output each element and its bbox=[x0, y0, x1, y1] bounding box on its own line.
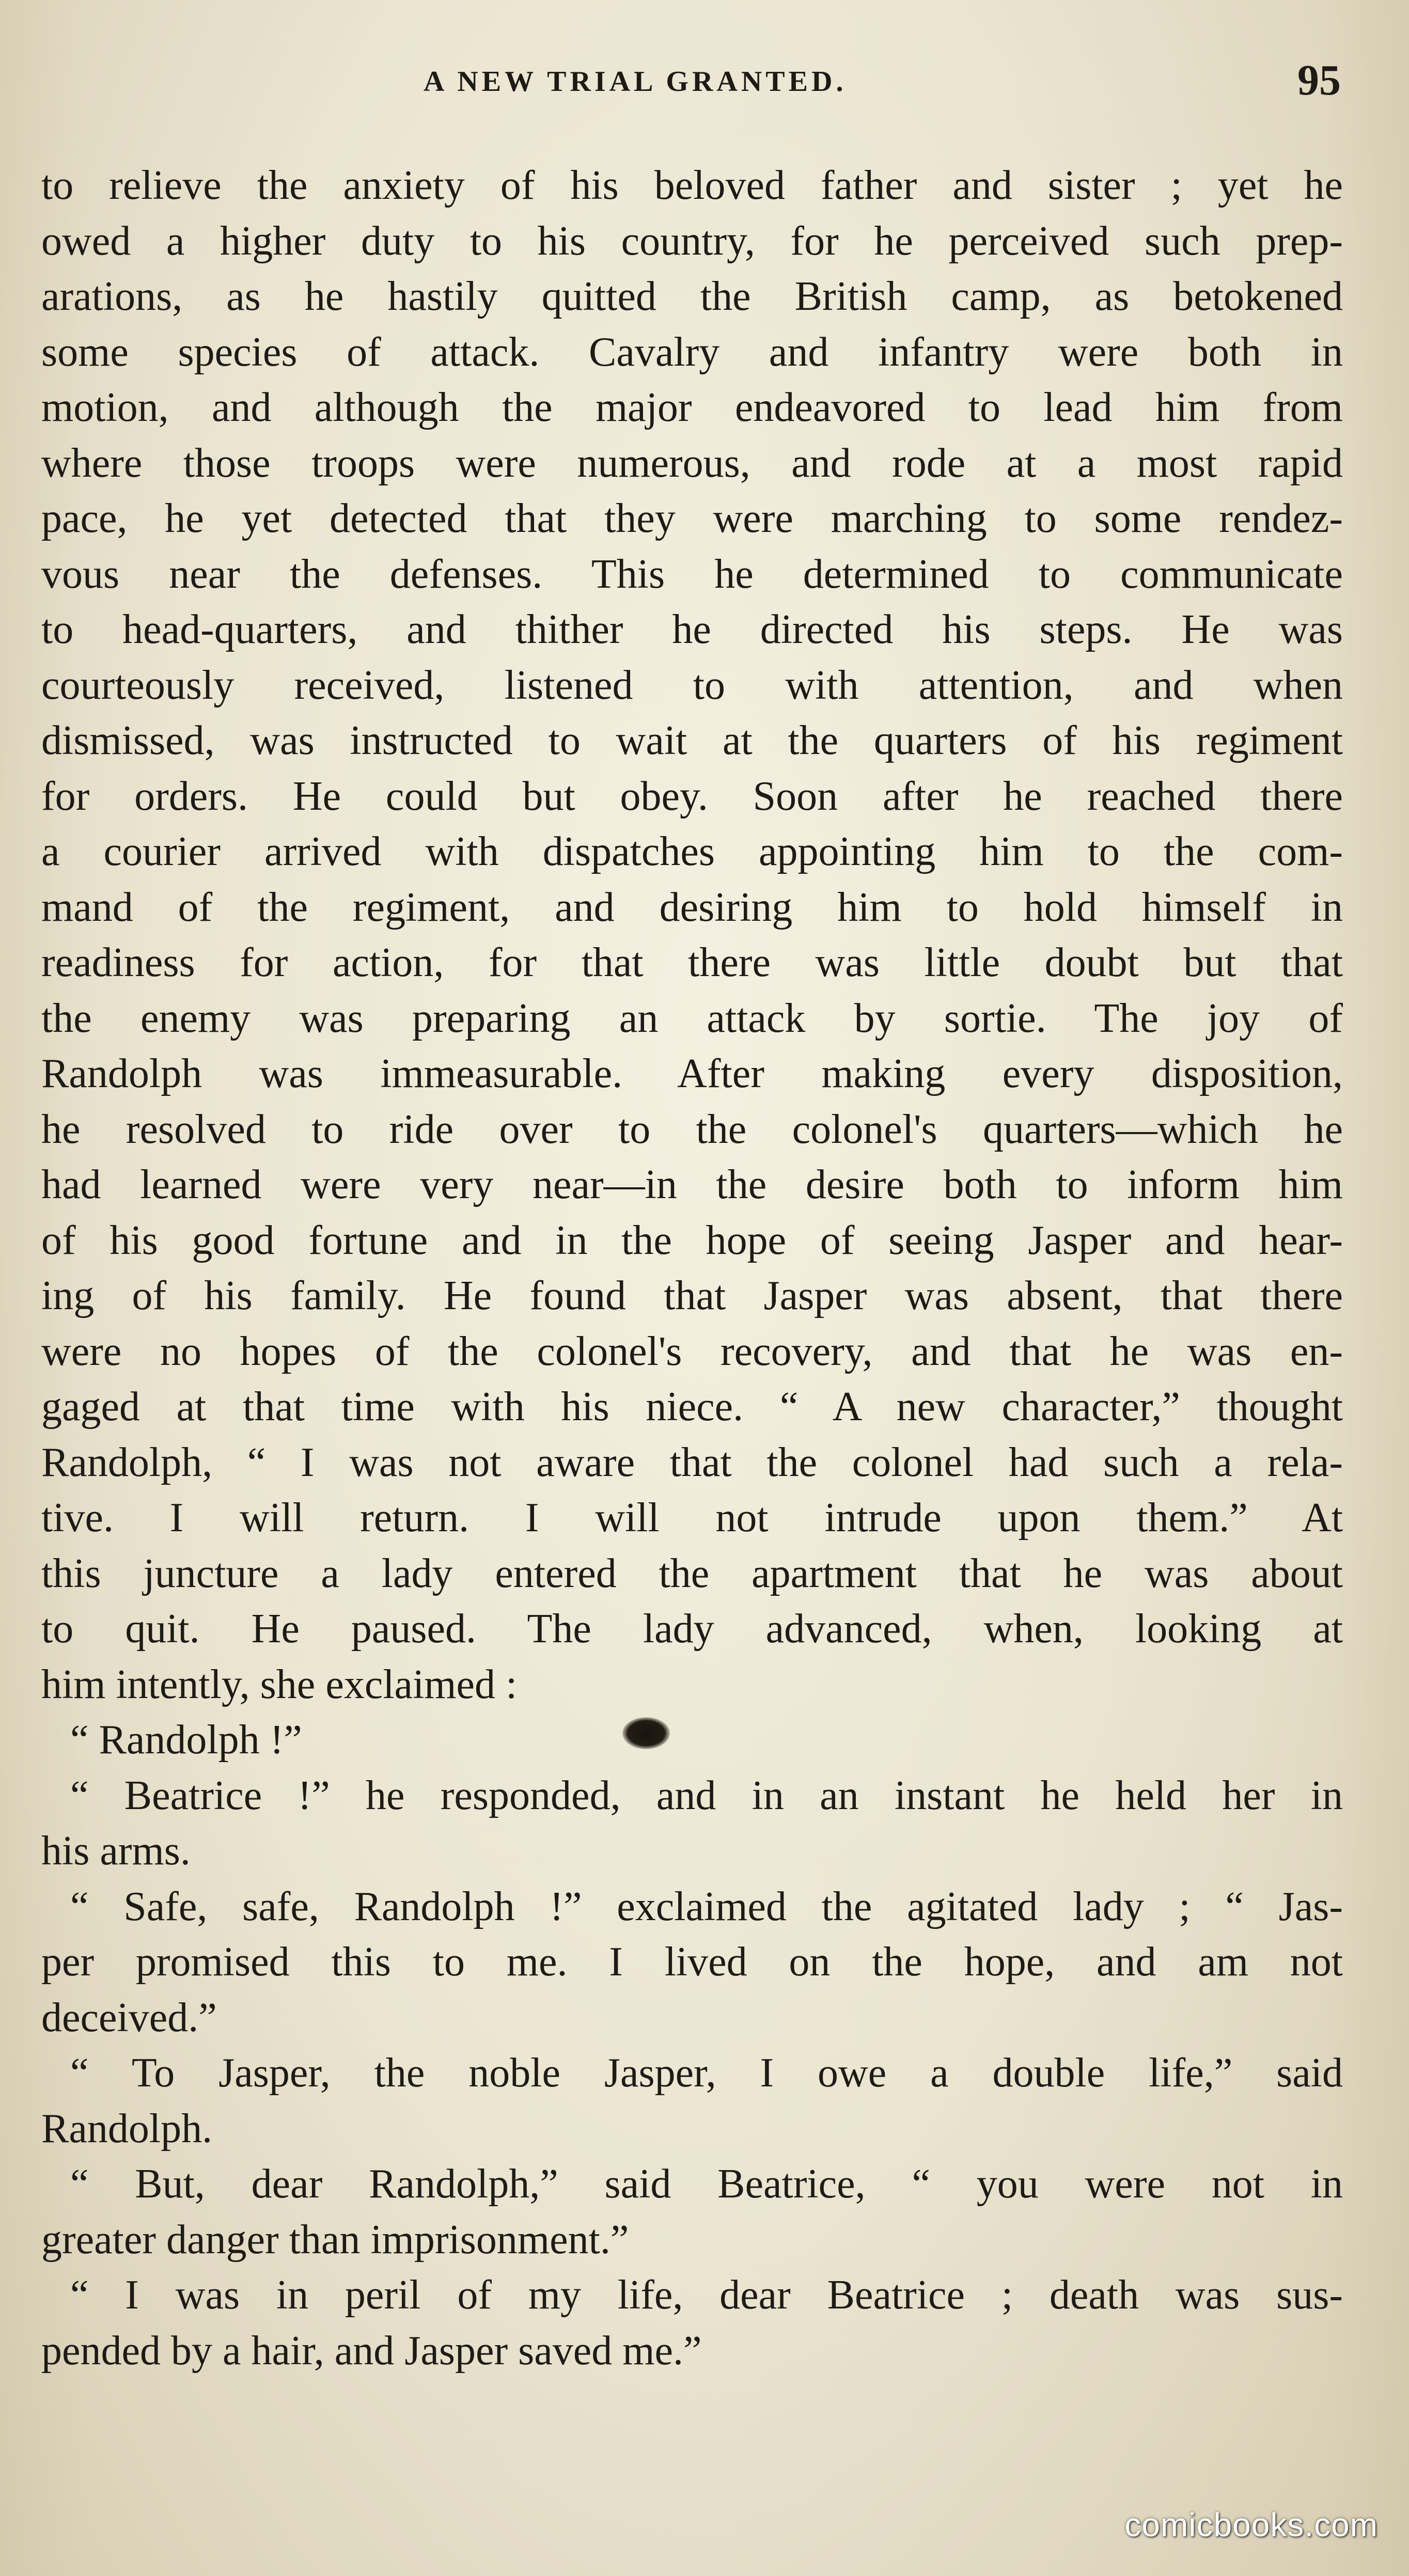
running-title: A NEW TRIAL GRANTED. bbox=[424, 66, 847, 98]
text-line: mand of the regiment, and desiring him to hold himself in bbox=[41, 884, 1343, 930]
text-line: gaged at that time with his niece. “ A new character,” thought bbox=[41, 1384, 1343, 1430]
text-line: courteously received, listened to with attention, and when bbox=[41, 662, 1343, 708]
text-line: the enemy was preparing an attack by sortie. The joy of bbox=[41, 995, 1343, 1041]
running-head bbox=[0, 56, 1409, 104]
text-line: readiness for action, for that there was little doubt but that bbox=[41, 940, 1343, 985]
text-line: for orders. He could but obey. Soon after he reached there bbox=[41, 773, 1343, 819]
text-line: had learned were very near—in the desire both to inform him bbox=[41, 1162, 1343, 1207]
body-text bbox=[41, 158, 1343, 2379]
text-line: motion, and although the major endeavored to lead him from bbox=[41, 385, 1343, 430]
text-line: where those troops were numerous, and rode at a most rapid bbox=[41, 440, 1343, 486]
text-line: he resolved to ride over to the colonel's quarters—which he bbox=[41, 1106, 1343, 1152]
text-line: his arms. bbox=[41, 1828, 191, 1874]
text-line: pended by a hair, and Jasper saved me.” bbox=[41, 2328, 702, 2374]
dialogue-line: “ Randolph !” bbox=[70, 1717, 302, 1763]
page-number: 95 bbox=[1297, 56, 1341, 104]
text-line: greater danger than imprisonment.” bbox=[41, 2217, 629, 2263]
text-line: Randolph. bbox=[41, 2106, 213, 2151]
text-line: a courier arrived with dispatches appointing him to the com- bbox=[41, 829, 1343, 874]
text-line: were no hopes of the colonel's recovery, and that he was en- bbox=[41, 1328, 1343, 1374]
dialogue-line: “ Safe, safe, Randolph !” exclaimed the agitated lady ; “ Jas- bbox=[70, 1883, 1343, 1929]
text-line: some species of attack. Cavalry and infantry were both in bbox=[41, 329, 1343, 375]
watermark: comicbooks.com bbox=[1124, 2506, 1378, 2543]
text-line: arations, as he hastily quitted the British camp, as betokened bbox=[41, 274, 1343, 319]
text-line: pace, he yet detected that they were marching to some rendez- bbox=[41, 496, 1343, 541]
text-line: dismissed, was instructed to wait at the quarters of his regiment bbox=[41, 718, 1343, 763]
text-line: him intently, she exclaimed : bbox=[41, 1661, 518, 1707]
dialogue-line: “ But, dear Randolph,” said Beatrice, “ you were not in bbox=[70, 2161, 1343, 2207]
text-line: owed a higher duty to his country, for he perceived such prep- bbox=[41, 218, 1343, 264]
text-line: to quit. He paused. The lady advanced, when, looking at bbox=[41, 1606, 1343, 1652]
text-line: to head-quarters, and thither he directed his steps. He was bbox=[41, 607, 1343, 652]
dialogue-line: “ Beatrice !” he responded, and in an instant he held her in bbox=[70, 1772, 1343, 1818]
text-line: this juncture a lady entered the apartment that he was about bbox=[41, 1550, 1343, 1596]
text-line: Randolph, “ I was not aware that the colonel had such a rela- bbox=[41, 1439, 1343, 1485]
dialogue-line: “ I was in peril of my life, dear Beatrice ; death was sus- bbox=[70, 2272, 1343, 2318]
text-line: of his good fortune and in the hope of seeing Jasper and hear- bbox=[41, 1217, 1343, 1263]
dialogue-line: “ To Jasper, the noble Jasper, I owe a double life,” said bbox=[70, 2050, 1343, 2096]
ink-blot bbox=[622, 1717, 670, 1749]
text-line: per promised this to me. I lived on the hope, and am not bbox=[41, 1939, 1343, 1985]
text-line: deceived.” bbox=[41, 1994, 217, 2040]
text-line: ing of his family. He found that Jasper was absent, that there bbox=[41, 1273, 1343, 1318]
text-line: tive. I will return. I will not intrude upon them.” At bbox=[41, 1495, 1343, 1541]
text-line: Randolph was immeasurable. After making every disposition, bbox=[41, 1051, 1343, 1096]
text-line: to relieve the anxiety of his beloved father and sister ; yet he bbox=[41, 163, 1343, 208]
text-line: vous near the defenses. This he determined to communicate bbox=[41, 551, 1343, 597]
